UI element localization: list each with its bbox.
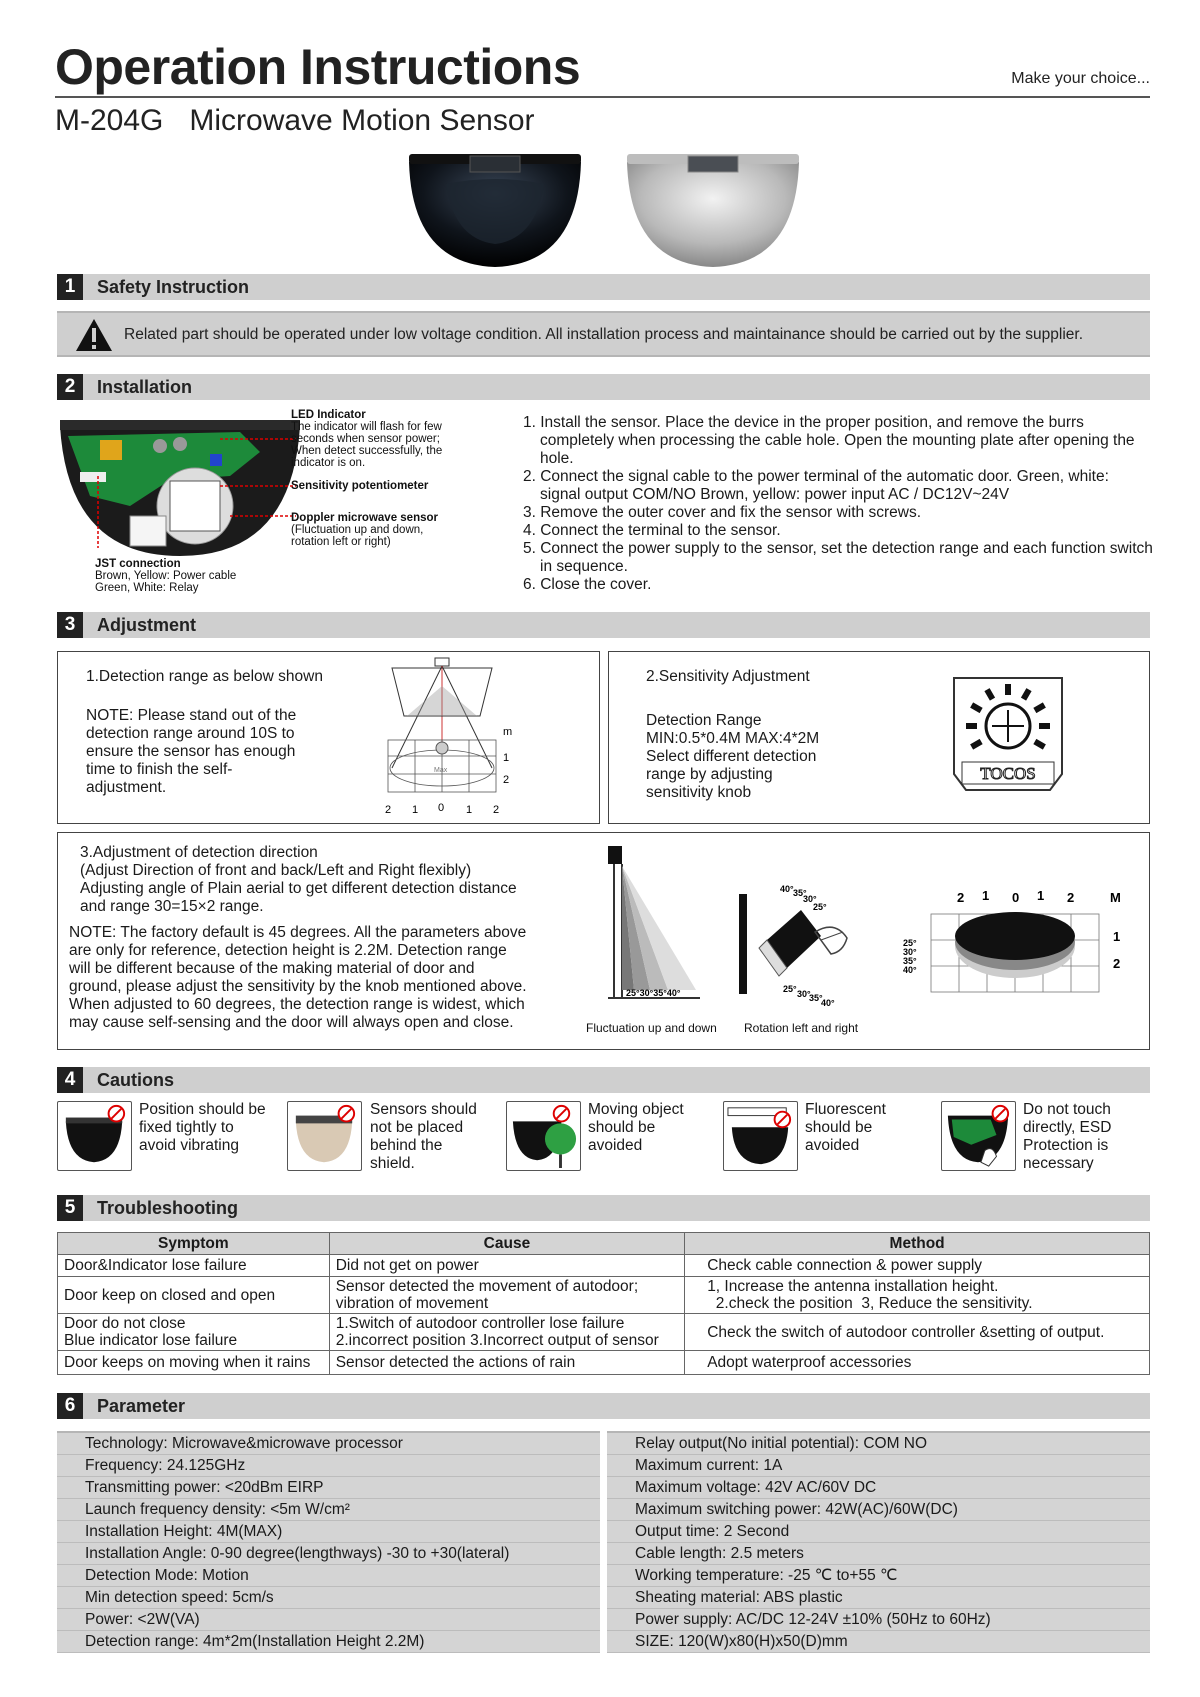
table-row bbox=[58, 1314, 1150, 1351]
parameter-row: SIZE: 120(W)x80(H)x50(D)mm bbox=[607, 1631, 1150, 1653]
parameter-row: Launch frequency density: <5m W/cm² bbox=[57, 1499, 600, 1521]
model-number: M-204G bbox=[55, 104, 164, 137]
section-header-troubleshooting bbox=[57, 1195, 1150, 1221]
sensitivity-details bbox=[646, 712, 819, 802]
symptom-cell bbox=[58, 1351, 330, 1375]
safety-text: Related part should be operated under low voltage condition. All installation process and maintainance should be carried out by the supplier. bbox=[124, 326, 1084, 343]
rotation-angle-top: 40° bbox=[780, 884, 794, 894]
parameter-row: Detection Mode: Motion bbox=[57, 1565, 600, 1587]
direction-note-line: NOTE: The factory default is 45 degrees. All the parameters above bbox=[69, 924, 527, 941]
installation-step: 3. Remove the outer cover and fix the sensor with screws. bbox=[523, 504, 922, 521]
caution-line: Moving object bbox=[588, 1101, 684, 1118]
diagram-x-tick: 2 bbox=[493, 804, 500, 816]
table-header-row bbox=[58, 1233, 1150, 1255]
led-desc-line: seconds when sensor power; bbox=[291, 433, 440, 445]
note-line: NOTE: Please stand out of the bbox=[86, 707, 297, 724]
symptom-cell bbox=[58, 1314, 330, 1351]
grid-angle-label: 25° bbox=[903, 938, 917, 948]
doppler-title: Doppler microwave sensor bbox=[291, 512, 438, 524]
detection-range-title: 1.Detection range as below shown bbox=[86, 668, 323, 685]
cell-line: 1, Increase the antenna installation height. bbox=[707, 1278, 999, 1295]
section-header-adjustment bbox=[57, 612, 1150, 638]
section-title: Safety Instruction bbox=[97, 277, 250, 297]
caution-text bbox=[370, 1101, 477, 1173]
cause-cell bbox=[329, 1351, 684, 1375]
grid-angle-label: 35° bbox=[903, 956, 917, 966]
caution-line: Position should be bbox=[139, 1101, 266, 1118]
caution-line: Fluorescent bbox=[805, 1101, 886, 1118]
coverage-grid-diagram bbox=[895, 884, 1135, 996]
parameter-row: Working temperature: -25 ℃ to+55 ℃ bbox=[607, 1565, 1150, 1587]
cell-line: Door do not close bbox=[64, 1315, 186, 1332]
pot-title: Sensitivity potentiometer bbox=[291, 480, 429, 492]
tagline: Make your choice... bbox=[1011, 70, 1150, 87]
parameter-list-right bbox=[607, 1431, 1150, 1653]
diagram-x-tick: 2 bbox=[385, 804, 392, 816]
rotation-caption: Rotation left and right bbox=[744, 1021, 859, 1035]
installation-step: 4. Connect the terminal to the sensor. bbox=[523, 522, 781, 539]
caution-line: not be placed bbox=[370, 1119, 464, 1136]
diagram-y-tick: 1 bbox=[503, 752, 510, 764]
cause-cell bbox=[329, 1314, 684, 1351]
table-row bbox=[58, 1255, 1150, 1277]
direction-title bbox=[80, 844, 517, 916]
direction-note-line: ground, please adjust the sensitivity by the knob mentioned above. bbox=[69, 978, 527, 995]
jst-title: JST connection bbox=[95, 558, 181, 570]
section-header-installation bbox=[57, 374, 1150, 400]
caution-line: shield. bbox=[370, 1155, 415, 1172]
safety-warning-box bbox=[57, 311, 1150, 357]
led-desc-line: When detect successfully, the bbox=[291, 445, 443, 457]
cell-line: Door keep on closed and open bbox=[64, 1286, 276, 1304]
sensitivity-line: Detection Range bbox=[646, 712, 762, 729]
caution-text bbox=[588, 1101, 684, 1155]
direction-note-line: are only for reference, detection height is 2.2M. Detection range bbox=[69, 942, 507, 959]
detection-range-diagram bbox=[372, 656, 522, 821]
caution-text bbox=[805, 1101, 886, 1155]
section-title: Cautions bbox=[97, 1070, 175, 1090]
direction-note-line: may cause self-sensing and the door will always open and close. bbox=[69, 1014, 514, 1031]
parameter-row: Cable length: 2.5 meters bbox=[607, 1543, 1150, 1565]
caution-line: Sensors should bbox=[370, 1101, 477, 1118]
caution-line: should be bbox=[805, 1119, 873, 1136]
method-cell bbox=[685, 1314, 1150, 1351]
direction-title-line: (Adjust Direction of front and back/Left and Right flexibly) bbox=[80, 862, 472, 879]
diagram-max-label: Max bbox=[434, 767, 448, 774]
parameter-row: Installation Height: 4M(MAX) bbox=[57, 1521, 600, 1543]
diagram-y-tick: 2 bbox=[503, 774, 510, 786]
installation-step: 6. Close the cover. bbox=[523, 576, 652, 593]
cell-line: 2.incorrect position 3.Incorrect output of sensor bbox=[335, 1332, 659, 1349]
caution-text bbox=[139, 1101, 266, 1155]
grid-x-tick: 2 bbox=[1067, 890, 1075, 905]
cell-line: 1.Switch of autodoor controller lose failure bbox=[335, 1315, 625, 1332]
parameter-row: Maximum voltage: 42V AC/60V DC bbox=[607, 1477, 1150, 1499]
led-desc-line: indicator is on. bbox=[291, 457, 366, 469]
note-line: time to finish the self- bbox=[86, 761, 233, 778]
silver-sensor-image bbox=[624, 144, 802, 269]
jst-desc-line: Green, White: Relay bbox=[95, 582, 199, 594]
rotation-angle-top: 25° bbox=[813, 902, 827, 912]
grid-unit: M bbox=[1110, 890, 1121, 905]
grid-x-tick: 2 bbox=[957, 890, 965, 905]
installation-step: 1. Install the sensor. Place the device in the proper position, and remove the burrs completely when processing the cable hole. Open the mounting plate after opening the hole. bbox=[523, 414, 1135, 467]
cell-line: 2.check the position 3, Reduce the sensitivity. bbox=[707, 1295, 1033, 1312]
parameter-list-left bbox=[57, 1431, 600, 1653]
caution-line: Protection is bbox=[1023, 1137, 1109, 1154]
parameter-row: Technology: Microwave&microwave processor bbox=[57, 1433, 600, 1455]
table-row bbox=[58, 1351, 1150, 1375]
caution-item bbox=[941, 1101, 1159, 1177]
caution-item bbox=[506, 1101, 724, 1177]
parameter-row: Maximum switching power: 42W(AC)/60W(DC) bbox=[607, 1499, 1150, 1521]
grid-x-tick: 1 bbox=[982, 888, 990, 903]
grid-angle-label: 30° bbox=[903, 947, 917, 957]
note-line: ensure the sensor has enough bbox=[86, 743, 296, 760]
led-desc-line: The indicator will flash for few bbox=[291, 421, 442, 433]
diagram-x-tick: 1 bbox=[466, 804, 473, 816]
cell-line: Blue indicator lose failure bbox=[64, 1332, 238, 1349]
caution-item bbox=[287, 1101, 505, 1177]
table-row bbox=[58, 1277, 1150, 1314]
section-title: Parameter bbox=[97, 1396, 186, 1416]
esd-caution-icon bbox=[941, 1101, 1016, 1171]
rotation-angle-bottom: 40° bbox=[821, 998, 835, 1008]
header-rule bbox=[55, 96, 1150, 98]
sensitivity-pot-callout bbox=[291, 480, 428, 492]
cell-line: vibration of movement bbox=[335, 1295, 489, 1312]
cell-line: Door&Indicator lose failure bbox=[64, 1257, 247, 1274]
method-cell bbox=[685, 1255, 1150, 1277]
shield-caution-icon bbox=[287, 1101, 362, 1171]
cell-line: Sensor detected the actions of rain bbox=[335, 1354, 576, 1371]
doppler-desc-line: rotation left or right) bbox=[291, 536, 391, 548]
caution-line: directly, ESD bbox=[1023, 1119, 1112, 1136]
parameter-row: Power: <2W(VA) bbox=[57, 1609, 600, 1631]
symptom-cell bbox=[58, 1255, 330, 1277]
moving-object-caution-icon bbox=[506, 1101, 581, 1171]
caution-item bbox=[57, 1101, 275, 1177]
section-header-cautions bbox=[57, 1067, 1150, 1093]
cause-cell bbox=[329, 1255, 684, 1277]
column-header: Symptom bbox=[58, 1233, 330, 1255]
led-title: LED Indicator bbox=[291, 409, 366, 421]
parameter-row: Installation Angle: 0-90 degree(lengthways) -30 to +30(lateral) bbox=[57, 1543, 600, 1565]
column-header: Method bbox=[685, 1233, 1150, 1255]
cell-line: Sensor detected the movement of autodoor; bbox=[335, 1278, 639, 1295]
section-header-parameter bbox=[57, 1393, 1150, 1419]
installation-step: 5. Connect the power supply to the sensor, set the detection range and each function switch in sequence. bbox=[523, 540, 1153, 575]
column-header: Cause bbox=[329, 1233, 684, 1255]
direction-note-line: When adjusted to 60 degrees, the detection range is widest, which bbox=[69, 996, 525, 1013]
grid-x-tick: 1 bbox=[1037, 888, 1045, 903]
direction-title-line: Adjusting angle of Plain aerial to get different detection distance bbox=[80, 880, 517, 897]
sensitivity-knob-icon bbox=[950, 674, 1066, 794]
fluorescent-caution-icon bbox=[723, 1101, 798, 1171]
section-title: Troubleshooting bbox=[97, 1198, 238, 1218]
rotation-angle-top: 35° bbox=[793, 888, 807, 898]
warning-triangle-icon bbox=[74, 317, 114, 353]
cell-line: Check the switch of autodoor controller &setting of output. bbox=[707, 1323, 1105, 1341]
caution-text bbox=[1023, 1101, 1111, 1173]
caution-line: behind the bbox=[370, 1137, 443, 1154]
installation-step: 2. Connect the signal cable to the power terminal of the automatic door. Green, white: signal output COM/NO Brown, yellow: power input AC / DC12V~24V bbox=[523, 468, 1109, 503]
black-sensor-image bbox=[406, 144, 584, 269]
note-line: detection range around 10S to bbox=[86, 725, 295, 742]
parameter-row: Frequency: 24.125GHz bbox=[57, 1455, 600, 1477]
caution-line: avoid vibrating bbox=[139, 1137, 239, 1154]
caution-line: fixed tightly to bbox=[139, 1119, 234, 1136]
caution-line: avoided bbox=[588, 1137, 643, 1154]
fluctuation-angles: 25°30°35°40° bbox=[626, 988, 681, 998]
cause-cell bbox=[329, 1277, 684, 1314]
section-number: 2 bbox=[57, 374, 83, 400]
doppler-callout bbox=[291, 512, 438, 548]
sensitivity-title: 2.Sensitivity Adjustment bbox=[646, 668, 810, 685]
cell-line: Door keeps on moving when it rains bbox=[64, 1354, 311, 1371]
direction-note bbox=[69, 924, 527, 1032]
section-title: Installation bbox=[97, 377, 193, 397]
direction-note-line: will be different because of the making material of door and bbox=[69, 960, 475, 977]
section-number: 4 bbox=[57, 1067, 83, 1093]
rotation-angle-bottom: 30° bbox=[797, 989, 811, 999]
diagram-unit-label: m bbox=[503, 726, 513, 738]
grid-angle-label: 40° bbox=[903, 965, 917, 975]
rotation-angle-top: 30° bbox=[803, 894, 817, 904]
section-number: 1 bbox=[57, 274, 83, 300]
section-number: 5 bbox=[57, 1195, 83, 1221]
direction-title-line: 3.Adjustment of detection direction bbox=[80, 844, 318, 861]
fluctuation-diagram bbox=[600, 842, 710, 1002]
installation-steps bbox=[523, 414, 1153, 594]
caution-line: necessary bbox=[1023, 1155, 1094, 1172]
caution-line: avoided bbox=[805, 1137, 860, 1154]
parameter-row: Output time: 2 Second bbox=[607, 1521, 1150, 1543]
caution-line: should be bbox=[588, 1119, 656, 1136]
cell-line: Did not get on power bbox=[335, 1257, 479, 1274]
parameter-row: Transmitting power: <20dBm EIRP bbox=[57, 1477, 600, 1499]
parameter-row: Power supply: AC/DC 12-24V ±10% (50Hz to 60Hz) bbox=[607, 1609, 1150, 1631]
jst-callout bbox=[95, 558, 236, 594]
knob-brand-label: TOCOS bbox=[980, 764, 1036, 783]
product-name: Microwave Motion Sensor bbox=[189, 104, 535, 137]
note-line: adjustment. bbox=[86, 779, 167, 796]
parameter-row: Detection range: 4m*2m(Installation Height 2.2M) bbox=[57, 1631, 600, 1653]
cell-line: Adopt waterproof accessories bbox=[707, 1354, 912, 1371]
vibration-caution-icon bbox=[57, 1101, 132, 1171]
section-header-safety bbox=[57, 274, 1150, 300]
rotation-angle-bottom: 25° bbox=[783, 984, 797, 994]
doppler-desc-line: (Fluctuation up and down, bbox=[291, 524, 424, 536]
grid-y-tick: 2 bbox=[1113, 956, 1121, 971]
rotation-diagram bbox=[735, 880, 875, 1010]
parameter-row: Sheating material: ABS plastic bbox=[607, 1587, 1150, 1609]
fluctuation-caption: Fluctuation up and down bbox=[586, 1021, 717, 1035]
sensitivity-line: range by adjusting bbox=[646, 766, 773, 783]
section-title: Adjustment bbox=[97, 615, 196, 635]
caution-item bbox=[723, 1101, 941, 1177]
page-title: Operation Instructions bbox=[55, 39, 581, 95]
diagram-x-tick: 1 bbox=[412, 804, 419, 816]
method-cell bbox=[685, 1351, 1150, 1375]
diagram-x-tick: 0 bbox=[438, 802, 445, 814]
product-subtitle bbox=[55, 104, 535, 138]
sensitivity-line: sensitivity knob bbox=[646, 784, 752, 801]
direction-title-line: and range 30=15×2 range. bbox=[80, 898, 264, 915]
grid-x-tick: 0 bbox=[1012, 890, 1020, 905]
sensitivity-line: MIN:0.5*0.4M MAX:4*2M bbox=[646, 730, 820, 747]
sensitivity-line: Select different detection bbox=[646, 748, 817, 765]
rotation-angle-bottom: 35° bbox=[809, 993, 823, 1003]
symptom-cell bbox=[58, 1277, 330, 1314]
jst-desc-line: Brown, Yellow: Power cable bbox=[95, 570, 237, 582]
parameter-row: Maximum current: 1A bbox=[607, 1455, 1150, 1477]
caution-line: Do not touch bbox=[1023, 1101, 1111, 1118]
led-indicator-callout bbox=[291, 409, 442, 469]
parameter-row: Min detection speed: 5cm/s bbox=[57, 1587, 600, 1609]
method-cell bbox=[685, 1277, 1150, 1314]
section-number: 6 bbox=[57, 1393, 83, 1419]
parameter-row: Relay output(No initial potential): COM NO bbox=[607, 1433, 1150, 1455]
grid-y-tick: 1 bbox=[1113, 929, 1121, 944]
troubleshooting-table bbox=[57, 1232, 1150, 1375]
cell-line: Check cable connection & power supply bbox=[707, 1257, 983, 1274]
callout-lines bbox=[60, 416, 300, 558]
section-number: 3 bbox=[57, 612, 83, 638]
detection-range-note bbox=[86, 707, 296, 797]
